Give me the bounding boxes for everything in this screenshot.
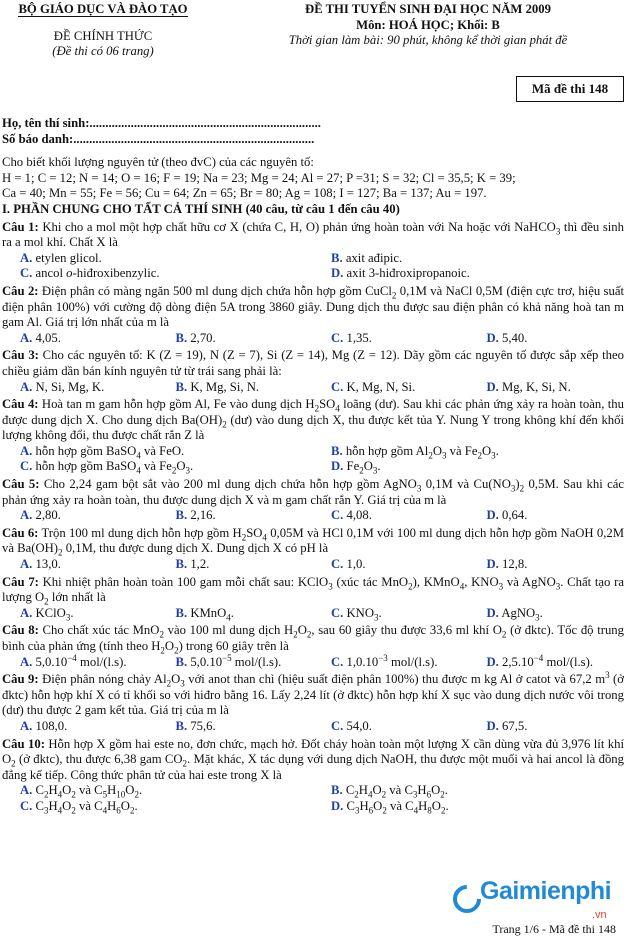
option-text: K, Mg, N, Si. [346,379,416,394]
watermark-logo [452,878,628,928]
answer-option-a[interactable] [2,331,158,347]
option-letter: B. [331,443,343,458]
answer-option-a[interactable] [2,557,158,573]
question-9 [2,669,624,734]
option-text: 108,0. [35,718,68,733]
pages-note: (Đề thi có 06 trang) [52,44,154,59]
page-footer: Trang 1/6 - Mã đề thi 148 [492,922,616,937]
question-text: Câu 2: Điện phân có màng ngăn 500 ml dung dịch chứa hỗn hợp gồm CuCl$_2$ 0,1M và NaCl 0,5M (điện cực trơ, hiệu suất điện phân 100%) với cường độ dòng điện 5A trong 3860 giây. Dung dịch thu được sau điện phân có khả năng hoà tan m gam Al. Giá trị lớn nhất của m là [2,283,624,330]
option-text: $KNO_3$. [346,605,382,623]
question-list [2,220,624,815]
option-letter: B. [175,718,188,733]
answer-option-b[interactable] [158,380,314,396]
option-text: AgNO$_3$. [501,605,543,623]
answer-option-a[interactable] [2,251,313,267]
option-text: 2,80. [35,508,61,523]
option-letter: B. [175,508,188,523]
answer-option-b[interactable] [313,251,624,267]
option-text: 1,2. [190,557,210,572]
answer-option-a[interactable] [2,719,158,735]
option-letter: A. [20,330,33,345]
option-text: axit 3-hiđroxipropanoic. [346,266,470,281]
option-text: N, Si, Mg, K. [35,379,105,394]
question-3 [2,348,624,395]
question-label: Câu 8: [2,623,39,638]
question-10 [2,737,624,815]
option-letter: B. [175,605,188,620]
option-letter: D. [486,605,499,620]
option-letter: D. [331,459,344,474]
option-text: 4,05. [35,330,61,345]
option-letter: D. [486,557,499,572]
option-letter: B. [175,330,188,345]
option-letter: D. [486,330,499,345]
option-text: 2,16. [190,508,216,523]
question-text: Câu 6: Trộn 100 ml dung dịch hỗn hợp gồm $H_2SO_4$ 0,05M và HCl 0,1M với 100 ml dung dịch hỗn hợp gồm NaOH 0,2M và $Ba(OH)_2$ 0,1M, thu được dung dịch X. Dung dịch X có pH là [2,525,625,558]
answer-option-a[interactable] [2,606,158,622]
option-text: hỗn hợp gồm BaSO$_4$ và $Fe_2O_3$. [35,459,194,476]
option-letter: B. [331,783,343,798]
option-text: hỗn hợp gồm BaSO$_4$ và FeO. [35,443,185,461]
answer-option-d[interactable] [469,331,625,347]
official-label: ĐỀ CHÍNH THỨC [53,28,153,43]
question-label: Câu 4: [2,397,39,412]
section-title: I. PHẦN CHUNG CHO TẤT CẢ THÍ SINH (40 câu, từ câu 1 đến câu 40) [2,201,400,216]
answer-option-a[interactable] [2,380,158,396]
answer-option-c[interactable] [313,508,469,524]
answer-option-d[interactable] [469,380,625,396]
option-letter: A. [20,379,33,394]
answer-option-d[interactable] [469,606,625,622]
question-8 [2,623,624,670]
option-letter: D. [486,654,499,669]
option-text: 4,08. [346,508,372,523]
option-letter: C. [20,459,33,474]
answer-option-a[interactable] [2,783,313,799]
option-text: K, Mg, Si, N. [190,379,260,394]
candidate-name-line: Họ, tên thí sinh:......................................................................... [2,116,321,130]
option-letter: A. [20,250,33,265]
option-letter: D. [331,798,344,813]
question-text: Câu 8: Cho chất xúc tác MnO$_2$ vào 100 ml dung dịch $H_2O_2$, sau 60 giây thu được 33,6 ml khí $O_2$ (ở đktc). Tốc độ trung bình của phản ứng (tính theo $H_2O_2$) trong 60 giây trên là [2,623,624,656]
option-text: $1,0.10^{-3}$ mol/(l.s). [346,652,438,669]
option-text: ancol o-hiđroxibenzylic. [35,266,160,281]
question-text: Câu 9: Điện phân nóng chảy $Al_2O_3$ với anot than chì (hiệu suất điện phân 100%) thu được m kg Al ở catot và 67,2 $m^3$ (ở đktc) hỗn hợp khí X có tỉ khối so với hiđro bằng 16. Lấy 2,24 lít (ở đktc) hỗn hợp khí X sục vào dung dịch nước vôi trong (dư) thu được 2 gam kết tủa. Giá trị của m là [2,669,624,718]
answer-option-c[interactable] [313,652,469,671]
watermark-suffix: .vn [592,909,607,921]
answer-option-c[interactable] [313,557,469,573]
option-letter: C. [20,266,33,281]
question-label: Câu 2: [2,283,39,298]
question-text: Câu 7: Khi nhiệt phân hoàn toàn 100 gam mỗi chất sau: KClO$_3$ (xúc tác MnO$_2$), KMnO$_4$, $KNO_3$ và AgNO$_3$. Chất tạo ra lượng $O_2$ lớn nhất là [2,574,624,607]
question-label: Câu 1: [2,219,39,234]
time-note: Thời gian làm bài: 90 phút, không kể thời gian phát đề [288,33,568,48]
answer-option-b[interactable] [313,444,624,460]
answer-option-c[interactable] [313,380,469,396]
question-text: Câu 4: Hoà tan m gam hỗn hợp gồm Al, Fe vào dung dịch $H_2SO_4$ loãng (dư). Sau khi các phản ứng xảy ra hoàn toàn, thu được dung dịch X. Cho dung dịch $Ba(OH)_2$ (dư) vào dung dịch X, thu được kết tủa Y. Nung Y trong không khí đến khối lượng không đổi, thu được chất rắn Z là [2,397,625,443]
answer-option-a[interactable] [2,444,313,460]
answer-option-c[interactable] [313,719,469,735]
answer-option-c[interactable] [2,799,313,815]
option-text: 1,0. [346,557,366,572]
answer-options [2,606,624,622]
option-letter: B. [175,379,188,394]
option-letter: D. [486,718,499,733]
option-letter: C. [331,654,344,669]
answer-option-c[interactable] [313,606,469,622]
option-letter: D. [331,266,344,281]
option-text: $C_3H_4O_2$ và $C_4H_6O_2$. [35,798,138,816]
option-letter: A. [20,654,33,669]
option-text: $Fe_2O_3$. [346,459,381,476]
question-6 [2,526,624,573]
answer-option-b[interactable] [158,719,314,735]
option-text: 12,8. [502,557,528,572]
answer-option-d[interactable] [469,719,625,735]
answer-option-d[interactable] [313,266,624,282]
exam-body [2,116,624,815]
option-text: $2,5.10^{-4}$ mol/(l.s). [502,652,594,669]
option-text: 5,40. [502,330,528,345]
option-text: 2,70. [190,330,216,345]
exam-code-box: Mã đề thi 148 [516,76,624,102]
question-text: Câu 10: Hỗn hợp X gồm hai este no, đơn chức, mạch hở. Đốt cháy hoàn toàn một lượng X cần dùng vừa đủ 3,976 lít khí $O_2$ (ở đktc), thu được 6,38 gam $CO_2$. Mặt khác, X tác dụng với dung dịch NaOH, thu được một muối và hai ancol là đồng đẳng kế tiếp. Công thức phân tử của hai este trong X là [2,736,625,782]
option-text: $C_3H_6O_2$ và $C_4H_8O_2$. [346,798,449,816]
option-text: etylen glicol. [35,250,102,265]
answer-option-d[interactable] [469,652,625,671]
option-text: KMnO$_4$. [190,605,234,623]
option-letter: C. [331,330,344,345]
answer-option-b[interactable] [158,606,314,622]
option-text: 0,64. [502,508,528,523]
option-text: 13,0. [35,557,61,572]
option-letter: A. [20,508,33,523]
option-text: KClO$_3$. [35,605,74,623]
answer-options [2,508,624,524]
option-text: Mg, K, Si, N. [502,379,571,394]
option-letter: C. [331,557,344,572]
option-letter: C. [331,379,344,394]
answer-option-b[interactable] [158,557,314,573]
question-text: Câu 1: Khi cho a mol một hợp chất hữu cơ X (chứa C, H, O) phản ứng hoàn toàn với Na hoặc với NaHCO$_3$ thì đều sinh ra a mol khí. Chất X là [2,219,624,250]
question-label: Câu 7: [2,574,39,589]
answer-option-a[interactable] [2,508,158,524]
answer-options [2,380,624,396]
answer-option-a[interactable] [2,652,158,671]
option-text: hỗn hợp gồm $Al_2O_3$ và $Fe_2O_3$. [345,443,499,461]
answer-options [2,719,624,735]
answer-option-b[interactable] [158,652,314,671]
question-text: Câu 3: Cho các nguyên tố: K (Z = 19), N (Z = 7), Si (Z = 14), Mg (Z = 12). Dãy gồm các nguyên tố được sắp xếp theo chiều giảm dần bán kính nguyên tử từ trái sang phải là: [2,348,624,378]
candidate-id-line: Số báo danh:............................................................................ [2,131,315,146]
question-4 [2,397,624,475]
option-text: 67,5. [502,718,528,733]
atomic-masses-intro: Cho biết khối lượng nguyên tử (theo đvC) của các nguyên tố: [2,155,314,170]
answer-option-c[interactable] [2,459,313,475]
option-letter: D. [486,508,499,523]
question-label: Câu 5: [2,477,40,492]
answer-option-d[interactable] [469,508,625,524]
answer-option-d[interactable] [313,799,624,815]
question-7 [2,575,624,622]
answer-options [2,251,624,282]
option-text: 1,35. [346,330,372,345]
ministry-name: BỘ GIÁO DỤC VÀ ĐÀO TẠO [18,2,188,16]
option-text: 54,0. [346,718,372,733]
exam-header [0,0,630,110]
option-text: $C_2H_4O_2$ và $C_3H_6O_2$. [345,783,448,800]
question-text: Câu 5: Cho 2,24 gam bột sắt vào 200 ml dung dịch chứa hỗn hợp gồm AgNO$_3$ 0,1M và $Cu(NO_3)_2$ 0,5M. Sau khi các phản ứng xảy ra hoàn toàn, thu được dung dịch X và m gam chất rắn Y. Giá trị của m là [2,477,624,507]
watermark-swirl-icon [452,884,482,914]
exam-title: ĐỀ THI TUYỂN SINH ĐẠI HỌC NĂM 2009 [305,2,551,16]
answer-option-d[interactable] [469,557,625,573]
option-letter: A. [20,605,33,620]
option-letter: B. [331,250,343,265]
option-letter: A. [20,783,33,798]
option-text: axit ađipic. [345,250,403,265]
question-label: Câu 9: [2,672,39,687]
header-left [8,2,198,60]
answer-option-b[interactable] [158,331,314,347]
option-text: 75,6. [190,718,216,733]
question-label: Câu 6: [2,525,39,540]
option-text: $5,0.10^{-4}$ mol/(l.s). [35,652,127,669]
answer-options [2,557,624,573]
question-5 [2,477,624,524]
answer-options [2,331,624,347]
option-letter: C. [331,508,344,523]
option-letter: D. [486,379,499,394]
question-1 [2,220,624,282]
option-text: $5,0.10^{-5}$ mol/(l.s). [190,652,282,669]
exam-subject: Môn: HOÁ HỌC; Khối: B [356,17,500,32]
answer-options [2,444,624,475]
option-text: $C_2H_4O_2$ và $C_5H_{10}O_2$. [35,783,143,800]
answer-option-c[interactable] [2,266,313,282]
answer-option-b[interactable] [313,783,624,799]
option-letter: A. [20,443,33,458]
option-letter: A. [20,718,33,733]
option-letter: C. [331,718,344,733]
option-letter: B. [175,557,188,572]
option-letter: C. [20,798,33,813]
question-label: Câu 3: [2,348,39,363]
option-letter: A. [20,557,33,572]
answer-options [2,652,624,671]
answer-option-c[interactable] [313,331,469,347]
atomic-masses-line-2: Ca = 40; Mn = 55; Fe = 56; Cu = 64; Zn = 65; Br = 80; Ag = 108; I = 127; Ba = 137; Au = 197. [2,186,487,201]
atomic-masses-line-1: H = 1; C = 12; N = 14; O = 16; F = 19; Na = 23; Mg = 24; Al = 27; P =31; S = 32; Cl = 35,5; K = 39; [2,170,516,185]
question-label: Câu 10: [2,736,45,751]
answer-options [2,783,624,814]
answer-option-b[interactable] [158,508,314,524]
option-letter: B. [175,654,188,669]
option-letter: C. [331,605,344,620]
watermark-text: Gaimienphi [480,877,612,905]
answer-option-d[interactable] [313,459,624,475]
question-2 [2,284,624,346]
header-right [238,2,618,49]
